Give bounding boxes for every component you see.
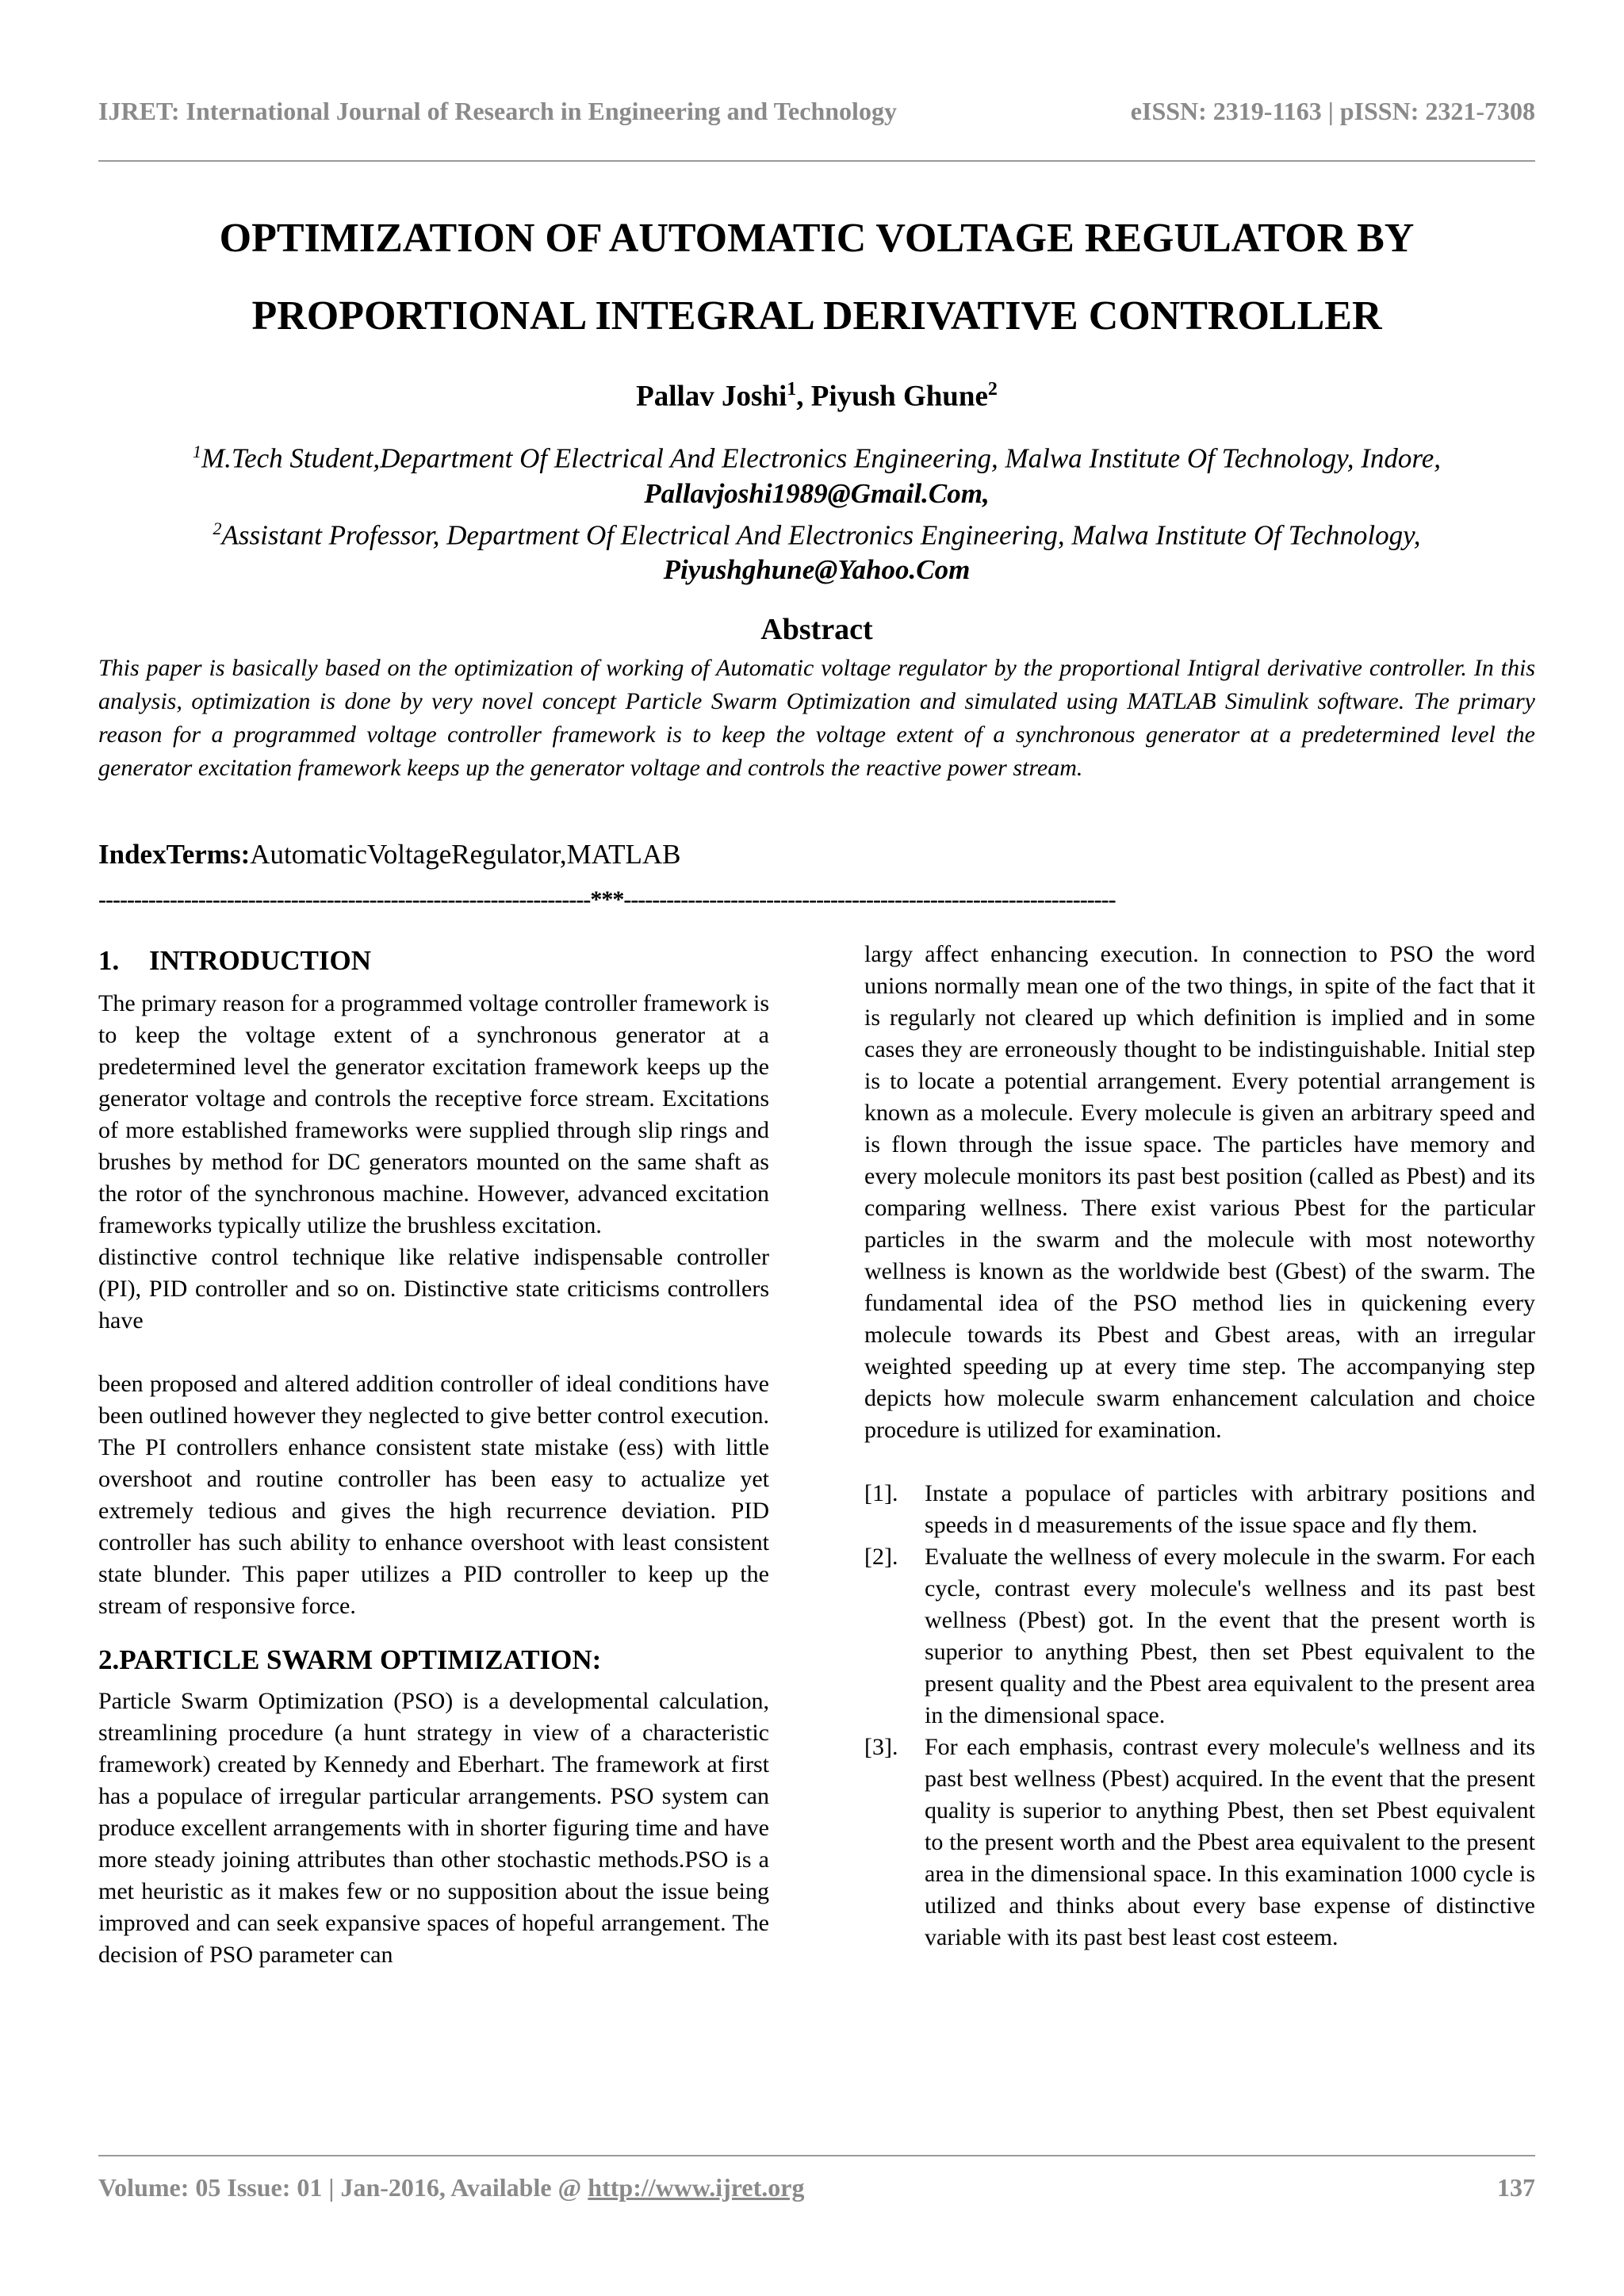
pso-paragraph-2: largy affect enhancing execution. In connection to PSO the word unions normally mean one of the two things, in spite of the fact that it is regularly not cleared up which definition is implied and in some cases they are erroneously thought to be indistinguishable. Initial step is to locate a potential arrangement. Every potential arrangement is known as a molecule. Every molecule is given an arbitrary speed and is flown through the issue space. The particles have memory and every molecule monitors its past best position (called as Pbest) and its comparing wellness. There exist various Pbest for the particular particles in the swarm and the molecule with most noteworthy wellness is known as the worldwide best (Gbest) of the swarm. The fundamental idea of the PSO method lies in quickening every molecule towards its Pbest and Gbest areas, with an irregular weighted speeding up at every time step. The accompanying step depicts how molecule swarm enhancement calculation and choice procedure is utilized for examination. bbox=[864, 941, 1535, 1443]
index-terms bbox=[98, 839, 1535, 871]
journal-name: IJRET: International Journal of Research in Engineering and Technology bbox=[98, 97, 897, 125]
list-item-text: Evaluate the wellness of every molecule in the swarm. For each cycle, contrast every molecule's wellness and its past best wellness (Pbest) got. In the event that the present worth is superior to anything Pbest, then set Pbest equivalent to the present quality and the Pbest area equivalent to the present area in the dimensional space. bbox=[925, 1544, 1535, 1728]
list-marker: [1]. bbox=[864, 1480, 898, 1506]
affiliation-1-sup: 1 bbox=[192, 442, 201, 461]
section-title: INTRODUCTION bbox=[149, 945, 372, 976]
pso-steps-list bbox=[864, 1478, 1535, 1954]
issn-info: eISSN: 2319-1163 | pISSN: 2321-7308 bbox=[1130, 97, 1535, 125]
author-2-sup: 2 bbox=[987, 379, 998, 400]
section-number: 1. bbox=[98, 945, 120, 976]
author-1-sup: 1 bbox=[787, 379, 797, 400]
author-2-email: Piyushghune@Yahoo.Com bbox=[663, 554, 971, 586]
list-item bbox=[864, 1732, 1535, 1954]
author-2: Piyush Ghune bbox=[810, 380, 988, 413]
title-line-1: OPTIMIZATION OF AUTOMATIC VOLTAGE REGULATOR BY bbox=[219, 216, 1415, 261]
running-header bbox=[98, 97, 1535, 135]
section-heading-introduction bbox=[98, 942, 769, 980]
list-item bbox=[864, 1541, 1535, 1732]
footer-volume bbox=[98, 2173, 804, 2202]
index-terms-label: IndexTerms: bbox=[98, 839, 251, 870]
footer-volume-text: Volume: 05 Issue: 01 | Jan-2016, Available @ bbox=[98, 2173, 588, 2202]
abstract-heading: Abstract bbox=[760, 613, 873, 646]
journal-url-link[interactable]: http://www.ijret.org bbox=[588, 2173, 805, 2202]
footer-rule bbox=[98, 2155, 1535, 2156]
section-heading-pso: 2.PARTICLE SWARM OPTIMIZATION: bbox=[98, 1644, 602, 1675]
section-divider: ---------------------------------------------------------------------***--------------------------------------------------------------------- bbox=[98, 886, 1116, 913]
intro-paragraph-3: been proposed and altered addition controller of ideal conditions have been outlined however they neglected to give better control execution. The PI controllers enhance consistent state mistake (ess) with little overshoot and routine controller has been easy to actualize yet extremely tedious and gives the high recurrence deviation. PID controller has such ability to enhance overshoot with least consistent state blunder. This paper utilizes a PID controller to keep up the stream of responsive force. bbox=[98, 1371, 769, 1619]
header-rule bbox=[98, 160, 1535, 162]
author-separator: , bbox=[796, 380, 811, 413]
author-1-email: Pallavjoshi1989@Gmail.Com, bbox=[644, 477, 990, 509]
right-column bbox=[864, 939, 1535, 1954]
page-number: 137 bbox=[1497, 2173, 1535, 2202]
left-column bbox=[98, 942, 769, 1971]
intro-paragraph-1: The primary reason for a programmed voltage controller framework is to keep the voltage extent of a synchronous generator at a predetermined level the generator excitation framework keeps up the generator voltage and controls the receptive force stream. Excitations of more established frameworks were supplied through slip rings and brushes by method for DC generators mounted on the same shaft as the rotor of the synchronous machine. However, advanced excitation frameworks typically utilize the brushless excitation. bbox=[98, 990, 769, 1238]
list-marker: [2]. bbox=[864, 1544, 898, 1570]
affiliation-2-sup: 2 bbox=[213, 518, 222, 538]
affiliations bbox=[98, 434, 1535, 587]
pso-paragraph-1: Particle Swarm Optimization (PSO) is a developmental calculation, streamlining procedure (a hunt strategy in view of a characteristic framework) created by Kennedy and Eberhart. The framework at first has a populace of irregular particular arrangements. PSO system can produce excellent arrangements with in shorter figuring time and have more steady joining attributes than other stochastic methods.PSO is a met heuristic as it makes few or no supposition about the issue being improved and can seek expansive spaces of hopeful arrangement. The decision of PSO parameter can bbox=[98, 1688, 769, 1968]
list-item-text: For each emphasis, contrast every molecule's wellness and its past best wellness (Pbest) acquired. In the event that the present quality is superior to anything Pbest, then set Pbest equivalent to the present worth and the Pbest area equivalent to the present area in the dimensional space. In this examination 1000 cycle is utilized and thinks about every base expense of distinctive variable with its past best least cost esteem. bbox=[925, 1734, 1535, 1950]
index-terms-value: AutomaticVoltageRegulator,MATLAB bbox=[250, 839, 681, 870]
title-line-2: PROPORTIONAL INTEGRAL DERIVATIVE CONTROLLER bbox=[251, 293, 1382, 339]
affiliation-1-text: M.Tech Student,Department Of Electrical And Electronics Engineering, Malwa Institute Of Technology, Indore, bbox=[201, 442, 1442, 474]
affiliation-2 bbox=[98, 511, 1535, 553]
author-1: Pallav Joshi bbox=[636, 380, 787, 413]
abstract-text: This paper is basically based on the optimization of working of Automatic voltage regulator by the proportional Intigral derivative controller. In this analysis, optimization is done by very novel concept Particle Swarm Optimization and simulated using MATLAB Simulink software. The primary reason for a programmed voltage controller framework is to keep the voltage extent of a synchronous generator at a predetermined level the generator excitation framework keeps up the generator voltage and controls the reactive power stream. bbox=[98, 655, 1535, 781]
author-list bbox=[98, 379, 1535, 413]
list-item bbox=[864, 1478, 1535, 1541]
list-marker: [3]. bbox=[864, 1734, 898, 1760]
affiliation-1 bbox=[98, 434, 1535, 476]
affiliation-2-text: Assistant Professor, Department Of Electrical And Electronics Engineering, Malwa Institute Of Technology, bbox=[221, 519, 1421, 551]
paper-title bbox=[98, 200, 1535, 355]
list-item-text: Instate a populace of particles with arbitrary positions and speeds in d measurements of the issue space and fly them. bbox=[925, 1480, 1535, 1538]
intro-paragraph-2: distinctive control technique like relative indispensable controller (PI), PID controller and so on. Distinctive state criticisms controllers have bbox=[98, 1244, 769, 1334]
